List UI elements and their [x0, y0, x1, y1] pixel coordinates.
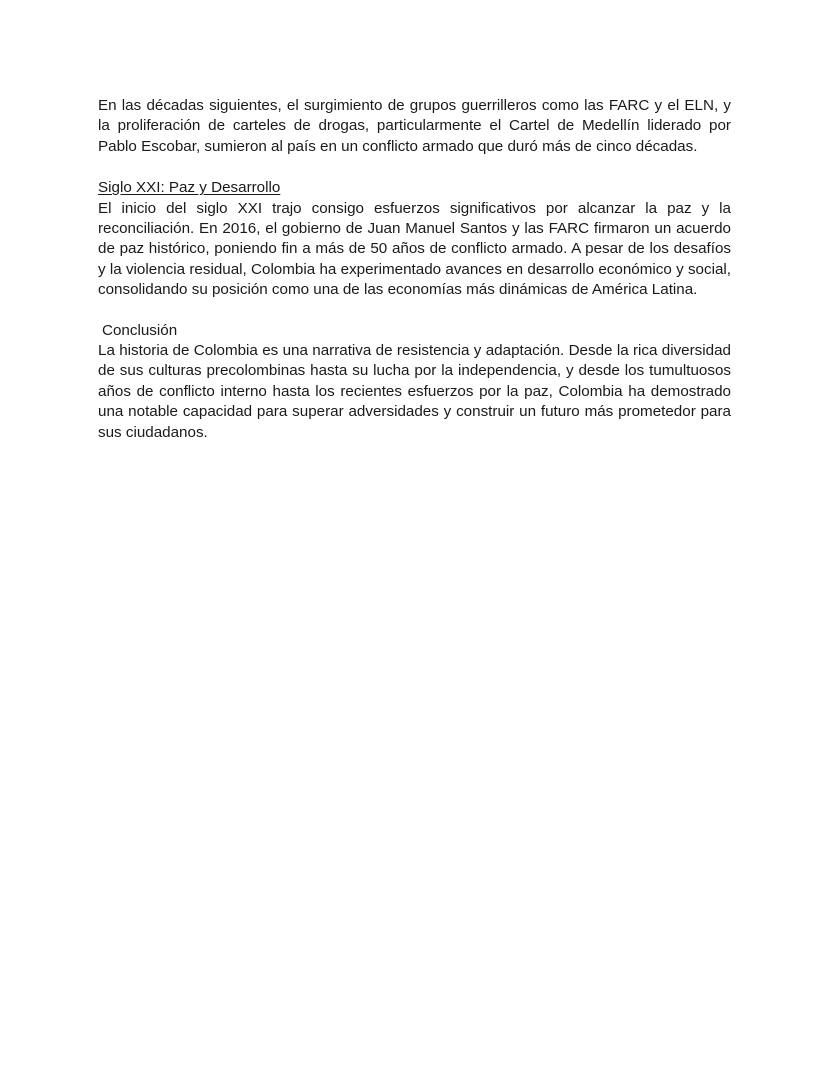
section-paragraph-conclusion: La historia de Colombia es una narrativa de resistencia y adaptación. Desde la rica diversidad de sus culturas precolombinas hasta su lucha por la independencia, y desde los tumultuosos años de conflicto interno hasta los recientes esfuerzos por la paz, Colombia ha demostrado una notable capacidad para superar adversidades y construir un futuro más prometedor para sus ciudadanos. — [98, 342, 731, 441]
section-heading-siglo-xxi: Siglo XXI: Paz y Desarrollo — [98, 179, 281, 197]
intro-paragraph: En las décadas siguientes, el surgimiento de grupos guerrilleros como las FARC y el ELN, y la proliferación de carteles de drogas, particularmente el Cartel de Medellín liderado por Pablo Escobar, sumieron al país en un conflicto armado que duró más de cinco décadas. — [98, 97, 731, 155]
section-conclusion — [98, 321, 731, 443]
section-siglo-xxi — [98, 178, 731, 300]
document-page — [98, 96, 731, 443]
section-paragraph-siglo-xxi: El inicio del siglo XXI trajo consigo esfuerzos significativos por alcanzar la paz y la reconciliación. En 2016, el gobierno de Juan Manuel Santos y las FARC firmaron un acuerdo de paz histórico, poniendo fin a más de 50 años de conflicto armado. A pesar de los desafíos y la violencia residual, Colombia ha experimentado avances en desarrollo económico y social, consolidando su posición como una de las economías más dinámicas de América Latina. — [98, 199, 731, 299]
section-heading-conclusion: Conclusión — [102, 321, 178, 339]
